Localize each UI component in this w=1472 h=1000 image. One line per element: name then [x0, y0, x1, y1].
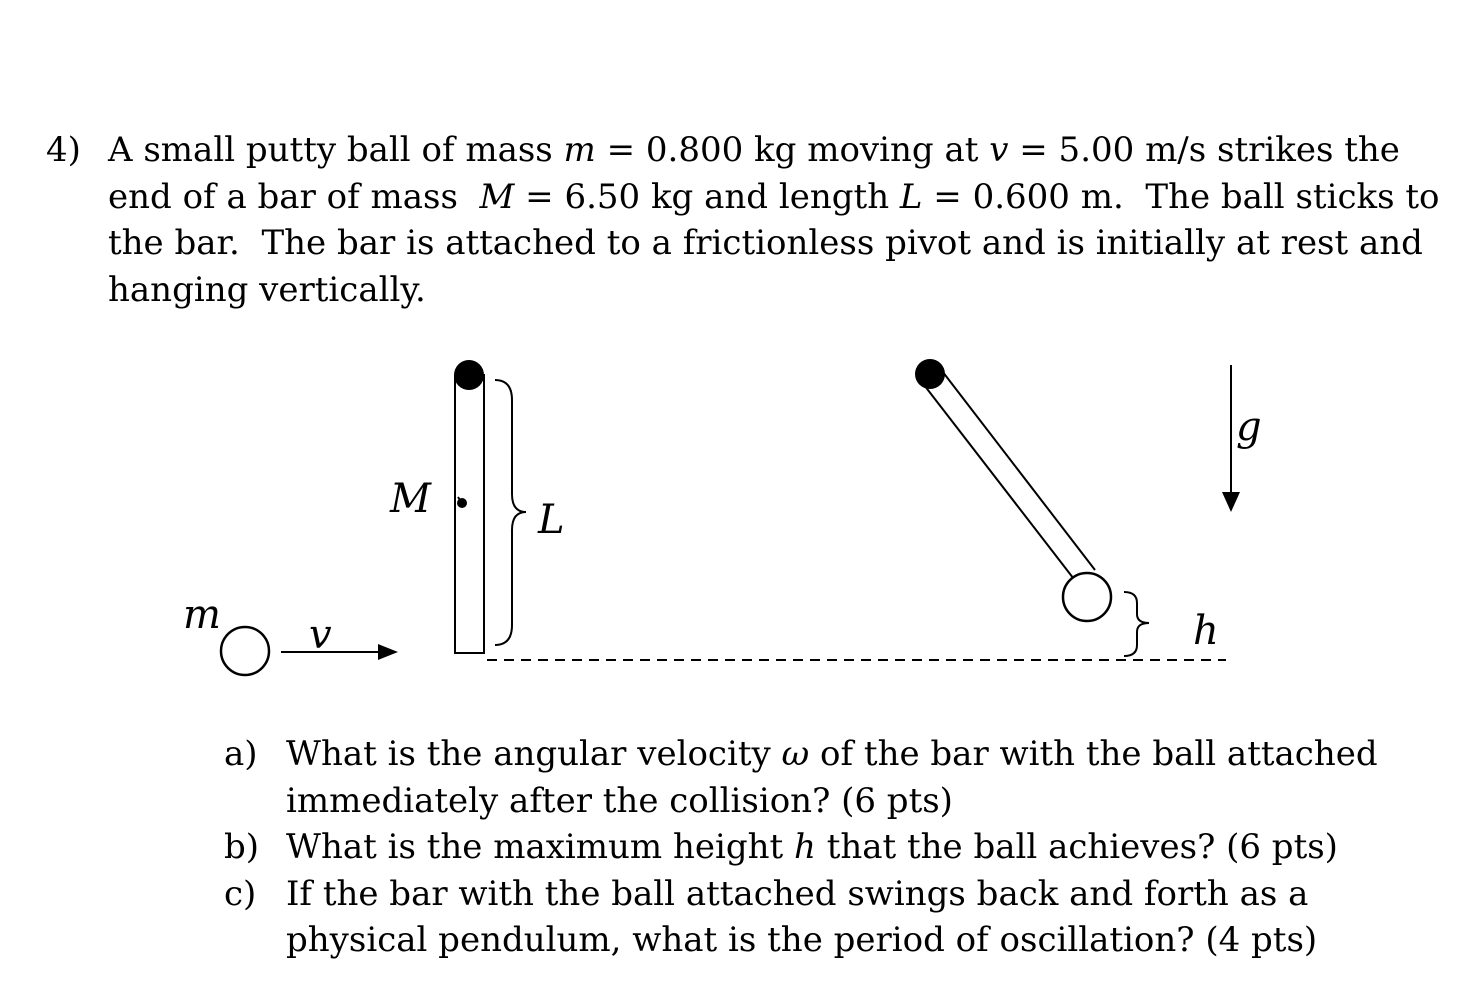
var-v: v	[989, 130, 1009, 170]
label-v: v	[309, 612, 332, 658]
problem-number: 4)	[46, 130, 81, 170]
question-label: a)	[224, 734, 258, 774]
text-segment: that the ball achieves? (6 pts)	[815, 827, 1338, 867]
text-segment: = 0.600 m. The ball sticks to	[922, 176, 1440, 217]
putty-ball	[221, 627, 269, 675]
question-label: c)	[224, 873, 257, 914]
question-text-line	[286, 824, 1444, 871]
label-M: M	[390, 476, 431, 522]
question-list	[224, 731, 1444, 964]
question-text-line: If the bar with the ball attached swings back and forth as a	[286, 873, 1309, 914]
length-brace	[495, 380, 526, 645]
var-L: L	[899, 176, 923, 217]
swung-bar	[921, 367, 1095, 583]
question-label: b)	[224, 827, 260, 867]
pivot-top	[454, 360, 484, 390]
text-segment: = 6.50 kg and length	[514, 176, 900, 217]
text-segment: What is the angular velocity	[286, 734, 782, 774]
swung-ball	[1063, 573, 1111, 621]
text-segment: hanging vertically.	[108, 269, 426, 310]
height-brace	[1124, 592, 1149, 656]
label-L: L	[538, 497, 565, 543]
swung-pivot	[915, 359, 945, 389]
question-b	[224, 824, 1444, 871]
question-text-line	[286, 731, 1444, 778]
text-segment: = 5.00 m/s strikes the	[1008, 130, 1400, 170]
text-segment: A small putty ball of mass	[108, 130, 564, 170]
question-text-line: immediately after the collision? (6 pts)	[286, 780, 953, 821]
label-m: m	[183, 592, 221, 638]
velocity-arrow-head	[378, 644, 398, 660]
text-segment: the bar. The bar is attached to a frictionless pivot and is initially at rest and	[108, 223, 1423, 263]
text-segment: = 0.800 kg moving at	[595, 130, 990, 170]
var-m: m	[563, 130, 596, 170]
text-segment: of the bar with the ball attached	[809, 734, 1378, 774]
label-h: h	[1193, 608, 1219, 654]
var-h: h	[793, 827, 816, 867]
var-M: M	[479, 176, 515, 217]
text-segment: What is the maximum height	[286, 827, 794, 867]
var-omega: ω	[781, 734, 810, 774]
gravity-arrow-head	[1222, 492, 1240, 512]
question-a	[224, 731, 1444, 824]
question-c	[224, 871, 1444, 964]
question-text-line: physical pendulum, what is the period of oscillation? (4 pts)	[286, 920, 1318, 960]
text-segment: end of a bar of mass	[108, 176, 480, 217]
label-g: g	[1236, 404, 1262, 450]
vertical-bar	[455, 375, 484, 653]
